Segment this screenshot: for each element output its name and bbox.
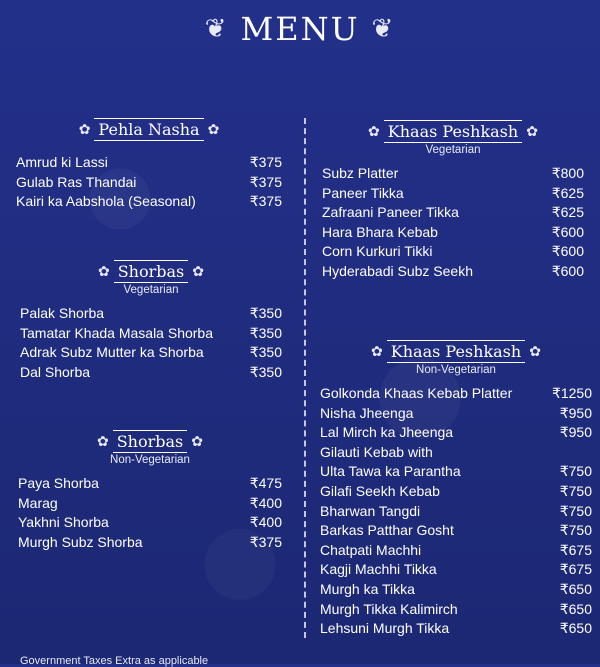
menu-title	[0, 10, 600, 48]
section-header	[16, 118, 282, 141]
menu-item	[322, 164, 584, 184]
item-name: Barkas Patthar Gosht	[320, 522, 454, 539]
menu-item	[20, 324, 282, 344]
menu-item	[18, 474, 282, 494]
menu-item	[320, 541, 592, 561]
item-price: ₹750	[559, 463, 592, 480]
item-price: ₹750	[559, 502, 592, 519]
menu-item	[320, 423, 592, 443]
item-name: Dal Shorba	[20, 363, 91, 380]
menu-item	[322, 223, 584, 243]
ornament-icon: ✿	[97, 263, 110, 279]
menu-item	[320, 462, 592, 482]
item-price: ₹800	[551, 165, 584, 181]
section-khaas-peshkash-nonveg	[320, 340, 592, 639]
section-shorbas-veg	[20, 260, 282, 382]
item-price: ₹375	[249, 533, 282, 550]
menu-item	[320, 619, 592, 639]
item-price: ₹375	[249, 173, 282, 190]
item-name: Adrak Subz Mutter ka Shorba	[20, 344, 204, 361]
ornament-icon: ✿	[192, 263, 204, 279]
item-price: ₹675	[559, 541, 592, 558]
menu-title-text: MENU	[240, 10, 360, 48]
item-name: Paya Shorba	[18, 475, 99, 491]
item-name: Ulta Tawa ka Parantha	[320, 463, 461, 480]
item-name: Nisha Jheenga	[320, 404, 414, 421]
item-price: ₹600	[551, 223, 584, 240]
item-price: ₹650	[559, 600, 592, 617]
section-pehla-nasha	[16, 118, 282, 212]
item-name: Murgh Tikka Kalimirch	[320, 600, 458, 617]
ornament-icon: ✿	[191, 433, 203, 449]
item-price: ₹475	[249, 475, 282, 491]
item-name: Paneer Tikka	[322, 184, 404, 201]
item-name: Gilafi Seekh Kebab	[320, 482, 440, 499]
ornament-icon: ✿	[529, 343, 541, 359]
section-title: Pehla Nasha	[94, 118, 203, 141]
item-name: Golkonda Khaas Kebab Platter	[320, 385, 513, 401]
item-name: Palak Shorba	[20, 305, 105, 321]
section-header	[18, 430, 282, 453]
item-price: ₹650	[559, 580, 592, 597]
item-name: Lal Mirch ka Jheenga	[320, 424, 454, 441]
item-price: ₹400	[249, 494, 282, 511]
menu-item	[320, 443, 592, 463]
swirl-ornament-icon: ❦	[371, 14, 396, 44]
item-name: Marag	[18, 494, 58, 511]
ornament-icon: ✿	[371, 343, 383, 359]
menu-item	[320, 600, 592, 620]
menu-item	[320, 560, 592, 580]
section-subtitle: Vegetarian	[123, 284, 179, 296]
ornament-icon: ✿	[368, 123, 380, 139]
item-name: Yakhni Shorba	[18, 514, 109, 531]
item-price: ₹750	[559, 482, 592, 499]
item-name: Zafraani Paneer Tikka	[322, 204, 459, 221]
section-subtitle: Vegetarian	[425, 144, 481, 156]
item-price: ₹375	[249, 154, 282, 170]
item-name: Corn Kurkuri Tikki	[322, 243, 433, 260]
item-name: Kairi ka Aabshola (Seasonal)	[16, 193, 196, 210]
section-subtitle: Non-Vegetarian	[110, 454, 190, 466]
menu-item	[320, 502, 592, 522]
menu-item	[320, 482, 592, 502]
item-price: ₹650	[559, 620, 592, 637]
menu-item	[322, 203, 584, 223]
item-name: Hyderabadi Subz Seekh	[322, 262, 473, 279]
ornament-icon: ✿	[526, 123, 538, 139]
item-price: ₹625	[551, 204, 584, 221]
item-name: Bharwan Tangdi	[320, 502, 421, 519]
item-price: ₹625	[551, 184, 584, 201]
item-price: ₹350	[249, 305, 282, 321]
item-price: ₹600	[551, 262, 584, 279]
item-price: ₹950	[559, 424, 592, 441]
item-name: Murgh Subz Shorba	[18, 533, 143, 550]
item-name: Amrud ki Lassi	[16, 154, 108, 170]
section-title: Khaas Peshkash	[384, 120, 522, 143]
menu-item	[20, 363, 282, 383]
menu-item	[16, 173, 282, 193]
menu-item	[20, 343, 282, 363]
item-price: ₹350	[249, 344, 282, 361]
item-price: ₹400	[249, 514, 282, 531]
item-price: ₹350	[249, 363, 282, 380]
section-khaas-peshkash-veg	[322, 120, 584, 282]
section-header	[320, 340, 592, 363]
item-price: ₹600	[551, 243, 584, 260]
item-name: Murgh ka Tikka	[320, 580, 415, 597]
item-list	[320, 384, 592, 639]
menu-item	[322, 184, 584, 204]
item-price: ₹750	[559, 522, 592, 539]
item-list	[322, 164, 584, 282]
item-price: ₹350	[249, 324, 282, 341]
item-name: Tamatar Khada Masala Shorba	[20, 324, 213, 341]
menu-item	[320, 521, 592, 541]
section-header	[20, 260, 282, 283]
item-name: Gilauti Kebab with	[320, 443, 433, 460]
item-name: Chatpati Machhi	[320, 541, 422, 558]
menu-item	[18, 494, 282, 514]
menu-item	[20, 304, 282, 324]
section-shorbas-nonveg	[18, 430, 282, 552]
item-list	[20, 304, 282, 382]
item-price: ₹675	[559, 561, 592, 578]
item-name: Subz Platter	[322, 165, 399, 181]
item-list	[18, 474, 282, 552]
menu-item	[18, 513, 282, 533]
item-name: Lehsuni Murgh Tikka	[320, 620, 450, 637]
section-header	[322, 120, 584, 143]
ornament-icon: ✿	[96, 433, 109, 449]
column-divider	[304, 118, 306, 638]
item-price: ₹950	[559, 404, 592, 421]
footer-note: Government Taxes Extra as applicable	[20, 655, 209, 667]
menu-item	[320, 404, 592, 424]
item-name: Hara Bhara Kebab	[322, 223, 438, 240]
item-name: Gulab Ras Thandai	[16, 173, 137, 190]
section-title: Khaas Peshkash	[387, 340, 525, 363]
item-price: ₹1250	[551, 385, 592, 401]
item-list	[16, 153, 282, 212]
menu-item	[320, 580, 592, 600]
section-subtitle: Non-Vegetarian	[416, 364, 496, 376]
ornament-icon: ✿	[207, 121, 220, 137]
swirl-ornament-icon: ❦	[204, 14, 229, 44]
item-price: ₹375	[249, 193, 282, 210]
menu-item	[322, 242, 584, 262]
item-name: Kagji Machhi Tikka	[320, 561, 437, 578]
section-title: Shorbas	[113, 430, 188, 453]
menu-item	[16, 192, 282, 212]
ornament-icon: ✿	[78, 121, 91, 137]
section-title: Shorbas	[114, 260, 189, 283]
menu-item	[320, 384, 592, 404]
menu-item	[322, 262, 584, 282]
menu-item	[16, 153, 282, 173]
menu-item	[18, 533, 282, 553]
